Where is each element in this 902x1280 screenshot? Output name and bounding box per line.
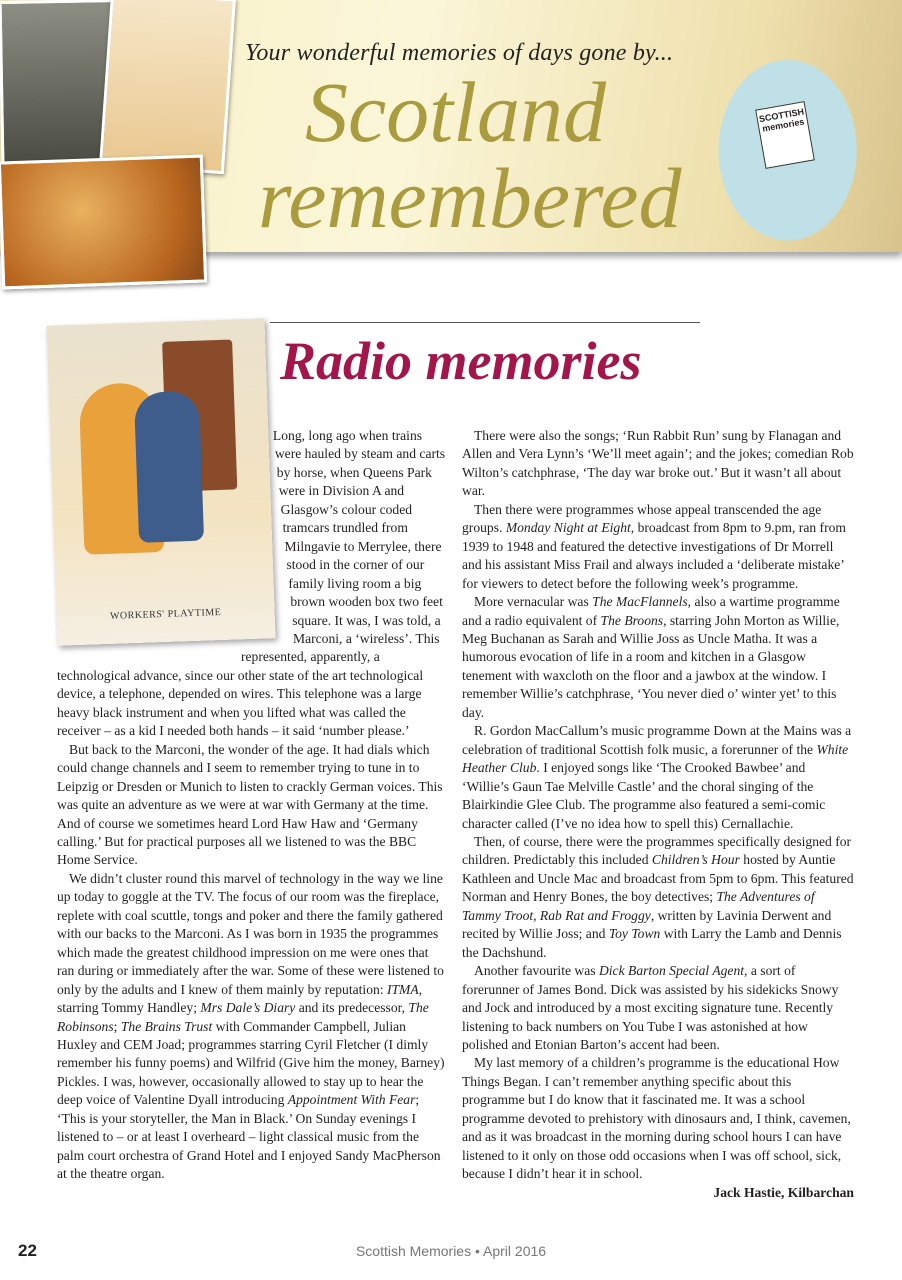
article-paragraph: Then there were programmes whose appeal transcended the age groups. Monday Night at Eight, broadcast from 8pm to 9.pm, ran from 1939 to 1948 and featured the detective investigations of Dr Morrell and his assistant Miss Frail and always included a ‘deliberate mistake’ for viewers to detect before the following week’s programme. bbox=[462, 501, 846, 591]
article-paragraph: Then, of course, there were the programmes specifically designed for children. Predictably this included Children’s Hour hosted by Auntie Kathleen and Uncle Mac and broadcast from 5pm to 6pm. This featured Norman and Henry Bones, the boy detectives; The Adventures of Tammy Troot, Rab Rat and Froggy, written by Lavinia Derwent and recited by Willie Joss; and Toy Town with Larry the Lamb and Dennis the Dachshund. bbox=[462, 833, 854, 960]
page-number: 22 bbox=[18, 1241, 37, 1260]
article-paragraph: R. Gordon MacCallum’s music programme Down at the Mains was a celebration of traditional Scottish folk music, a forerunner of the White Heather Club. I enjoyed songs like ‘The Crooked Bawbee’ and ‘Willie’s Gaun Tae Melville Castle’ and the choral singing of the Blairkindie Glee Club. The programme also featured a semi-comic character called (I’ve no idea how to spell this) Cernallachie. bbox=[462, 723, 852, 831]
title-italic: The MacFlannels bbox=[592, 594, 688, 610]
chips-photo bbox=[0, 154, 207, 289]
title-italic: The Broons bbox=[600, 612, 664, 628]
reading-woman-illustration bbox=[700, 10, 895, 265]
author-signature: Jack Hastie, Kilbarchan bbox=[713, 1184, 854, 1200]
article-paragraph: More vernacular was The MacFlannels, also a wartime programme and a radio equivalent of The Broons, starring John Morton as Willie, Meg Buchanan as Sarah and Willie Joss as Uncle Matha. It was a humorous evocation of life in a room and kitchen in a Glasgow tenement with waxcloth on the floor and a jawbox at the window. I remember Willie’s catchphrase, ‘You never died o’ winter yet’ to this day. bbox=[462, 594, 840, 720]
title-italic: ITMA bbox=[386, 981, 419, 997]
article-paragraph: My last memory of a children’s programme is the educational How Things Began. I can’t remember anything specific about this programme but I do know that it fascinated me. It was a school programme devoted to prehistory with dinosaurs and, I think, cavemen, and as it was broadcast in the morning during school hours I can have listened to it only on those odd occasions when I was off school, sick, because I didn’t hear it in school. bbox=[462, 1055, 851, 1182]
article-paragraph: But back to the Marconi, the wonder of the age. It had dials which could change channels and I seem to remember trying to tune in to Leipzig or Dresden or Munich to listen to crackly German voices. This was quite an adventure as we were at war with Germany at the time. And of course we sometimes heard Lord Haw Haw and ‘Germany calling.’ But for practical purposes all we listened to was the BBC Home Service. bbox=[57, 741, 443, 868]
tagline: Your wonderful memories of days gone by... bbox=[245, 40, 674, 66]
article-title: Radio memories bbox=[280, 331, 642, 391]
postcard-caption: WORKERS' PLAYTIME bbox=[109, 606, 222, 622]
title-italic: Toy Town bbox=[608, 926, 661, 942]
postcard-photo bbox=[99, 0, 236, 174]
section-title-line2: remembered bbox=[258, 150, 682, 246]
article-paragraph: Long, long ago when trains were hauled by steam and carts by horse, when Queens Park were in Division A and Glasgow’s colour coded tramcars trundled from Milngavie to Merrylee, there stood in the corner of our family living room a big brown wooden box two feet square. It was, I was told, a Marconi, a ‘wireless’. This represented, apparently, a technological advance, since our other state of the art technological device, a telephone, depended on wires. This telephone was a large heavy black instrument and when you lifted what was called the receiver – as a kid I needed both hands – it said ‘number please.’ bbox=[57, 428, 446, 739]
title-italic: Dick Barton Special Agent bbox=[598, 963, 745, 979]
title-italic: The Brains Trust bbox=[120, 1018, 213, 1034]
right-column bbox=[462, 427, 854, 1202]
footer-publication: Scottish Memories • April 2016 bbox=[355, 1243, 547, 1259]
title-italic: Mrs Dale’s Diary bbox=[200, 1000, 296, 1016]
title-rule bbox=[270, 322, 700, 323]
article-paragraph: Another favourite was Dick Barton Special Agent, a sort of forerunner of James Bond. Dick was assisted by his sidekicks Snowy and Jock and introduced by a most exciting signature tune. Recently listening to back numbers on You Tube I was astonished at how polished and Etonian Barton’s accent had been. bbox=[462, 963, 839, 1052]
article-paragraph: There were also the songs; ‘Run Rabbit Run’ sung by Flanagan and Allen and Vera Lynn’s ‘We’ll meet again’; and the jokes; comedian Rob Wilton’s catchphrase, ‘The day war broke out.’ But it wasn’t all about war. bbox=[462, 428, 854, 499]
title-italic: Monday Night at Eight bbox=[505, 520, 631, 536]
title-italic: White Heather Club bbox=[462, 741, 849, 776]
title-italic: The Adventures of Tammy Troot, Rab Rat and Froggy bbox=[462, 889, 815, 923]
title-italic: Appointment With Fear bbox=[287, 1092, 416, 1108]
title-italic: Children’s Hour bbox=[651, 852, 740, 868]
magazine-cover: SCOTTISH memories bbox=[755, 101, 815, 169]
title-italic: The Robinsons bbox=[57, 1000, 429, 1034]
section-title-line1: Scotland bbox=[305, 64, 606, 160]
article-paragraph: We didn’t cluster round this marvel of technology in the way we line up today to goggle at the TV. The focus of our room was the fireplace, replete with coal scuttle, tongs and poker and there the family gathered with our backs to the Marconi. As I was born in 1935 the programmes which made the greatest childhood impression on me were ones that ran during or immediately after the war. Some of these were listened to only by the adults and I knew of them mainly by reputation: ITMA, starring Tommy Handley; Mrs Dale’s Diary and its predecessor, The Robinsons; The Brains Trust with Commander Campbell, Julian Huxley and CEM Joad; programmes starring Cyril Fletcher (I dimly remember his funny poems) and Wilfrid (Give him the money, Barney) Pickles. I was, however, occasionally allowed to stay up to hear the deep voice of Valentine Dyall introducing Appointment With Fear; ‘This is your storyteller, the Man in Black.’ On Sunday evenings I listened to – or at least I overheard – light classical music from the palm court orchestra of Grand Hotel and I enjoyed Sandy MacPherson at the theatre organ. bbox=[57, 870, 445, 1182]
left-column bbox=[57, 427, 449, 1184]
